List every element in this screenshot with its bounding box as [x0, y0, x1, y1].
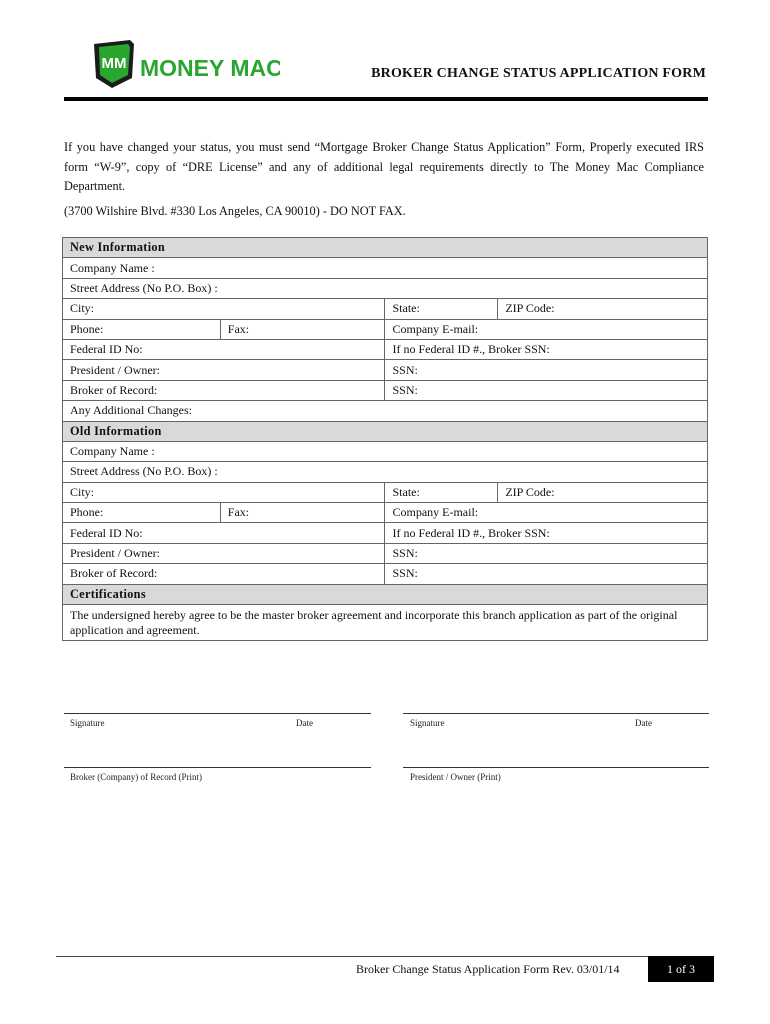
new-broker-ssn-field[interactable]: If no Federal ID #., Broker SSN:	[385, 339, 708, 359]
money-mac-logo	[90, 38, 280, 90]
old-email-field[interactable]: Company E-mail:	[385, 503, 708, 523]
intro-paragraph: If you have changed your status, you must send “Mortgage Broker Change Status Application” Form, Properly executed IRS form “W-9”, copy of “DRE License” and any of additional legal requirements directly to The Money Mac Compliance Department.	[64, 140, 704, 193]
left-signature-label: Signature	[70, 718, 105, 728]
broker-print-line[interactable]	[64, 767, 371, 768]
old-city-field[interactable]: City:	[63, 482, 385, 502]
new-president-field[interactable]: President / Owner:	[63, 360, 385, 380]
new-zip-field[interactable]: ZIP Code:	[498, 299, 708, 319]
old-fax-field[interactable]: Fax:	[220, 503, 385, 523]
footer-text: Broker Change Status Application Form Rev. 03/01/14	[356, 962, 620, 976]
new-street-address-field[interactable]: Street Address (No P.O. Box) :	[63, 278, 708, 298]
old-zip-field[interactable]: ZIP Code:	[498, 482, 708, 502]
old-street-address-field[interactable]: Street Address (No P.O. Box) :	[63, 462, 708, 482]
page-number: 1 of 3	[648, 956, 714, 982]
old-state-field[interactable]: State:	[385, 482, 498, 502]
old-broker-record-field[interactable]: Broker of Record:	[63, 564, 385, 584]
certifications-text: The undersigned hereby agree to be the master broker agreement and incorporate this branch application as part of the original application and agreement.	[63, 605, 708, 641]
new-fax-field[interactable]: Fax:	[220, 319, 385, 339]
new-broker-record-ssn-field[interactable]: SSN:	[385, 380, 708, 400]
old-company-name-field[interactable]: Company Name :	[63, 441, 708, 461]
svg-text:MONEY MAC: MONEY MAC	[140, 55, 280, 81]
footer-rule	[56, 956, 648, 957]
right-date-label: Date	[635, 718, 652, 728]
application-table	[62, 237, 708, 641]
new-company-name-field[interactable]: Company Name :	[63, 258, 708, 278]
old-info-heading: Old Information	[63, 421, 708, 441]
left-date-label: Date	[296, 718, 313, 728]
left-signature-line[interactable]	[64, 713, 371, 714]
new-email-field[interactable]: Company E-mail:	[385, 319, 708, 339]
old-federal-id-field[interactable]: Federal ID No:	[63, 523, 385, 543]
old-broker-ssn-field[interactable]: If no Federal ID #., Broker SSN:	[385, 523, 708, 543]
new-federal-id-field[interactable]: Federal ID No:	[63, 339, 385, 359]
header-rule	[64, 97, 708, 101]
old-president-ssn-field[interactable]: SSN:	[385, 543, 708, 563]
new-phone-field[interactable]: Phone:	[63, 319, 221, 339]
president-print-label: President / Owner (Print)	[410, 772, 501, 782]
broker-print-label: Broker (Company) of Record (Print)	[70, 772, 202, 782]
right-signature-line[interactable]	[403, 713, 709, 714]
new-state-field[interactable]: State:	[385, 299, 498, 319]
new-president-ssn-field[interactable]: SSN:	[385, 360, 708, 380]
certifications-heading: Certifications	[63, 584, 708, 604]
new-city-field[interactable]: City:	[63, 299, 385, 319]
old-phone-field[interactable]: Phone:	[63, 503, 221, 523]
new-broker-record-field[interactable]: Broker of Record:	[63, 380, 385, 400]
president-print-line[interactable]	[403, 767, 709, 768]
new-info-heading: New Information	[63, 238, 708, 258]
right-signature-label: Signature	[410, 718, 445, 728]
old-president-field[interactable]: President / Owner:	[63, 543, 385, 563]
mailing-address: (3700 Wilshire Blvd. #330 Los Angeles, CA 90010) - DO NOT FAX.	[64, 204, 406, 218]
new-additional-changes-field[interactable]: Any Additional Changes:	[63, 401, 708, 421]
svg-text:MM: MM	[101, 55, 127, 72]
old-broker-record-ssn-field[interactable]: SSN:	[385, 564, 708, 584]
form-title: BROKER CHANGE STATUS APPLICATION FORM	[371, 66, 706, 81]
